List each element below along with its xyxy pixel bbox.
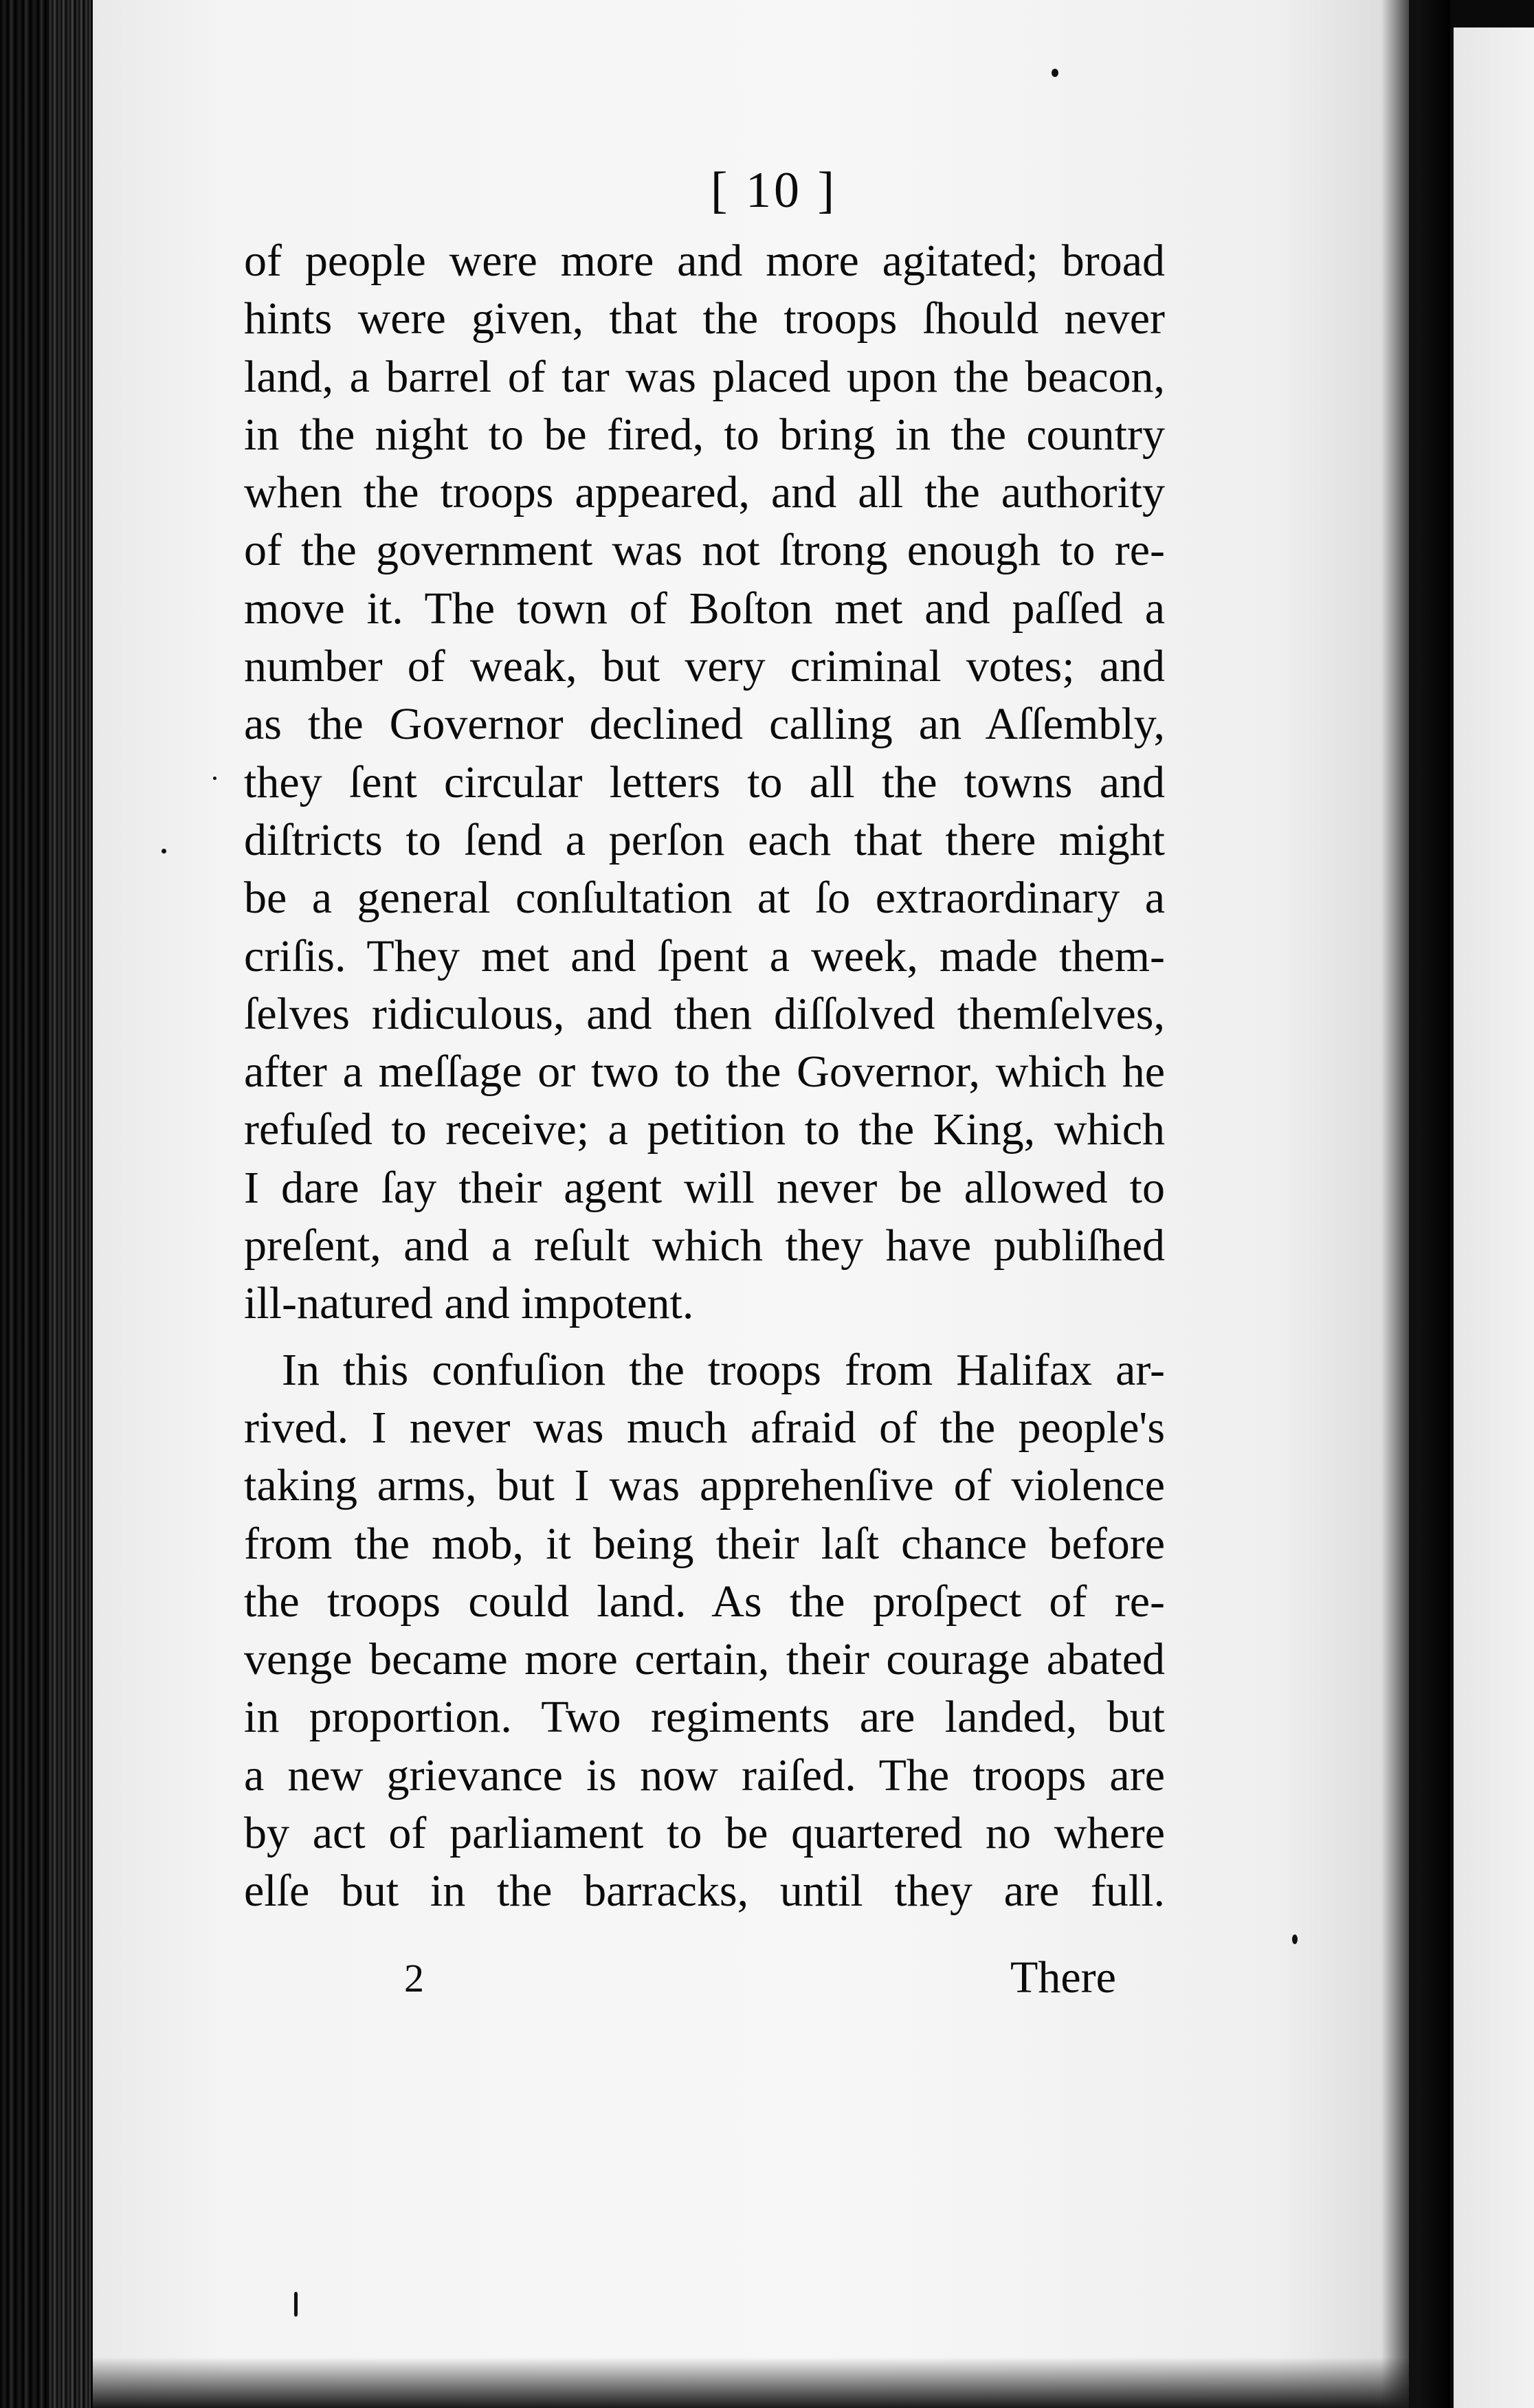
scan-speck [294,2292,298,2317]
text-line: hints were given, that the troops ſhould never [244,293,1165,344]
text-line: when the troops appeared, and all the authority [244,467,1165,518]
text-line: a new grievance is now raiſed. The troops are [244,1750,1165,1801]
text-line: by act of parliament to be quartered no where [244,1808,1165,1859]
text-line: be a general conſultation at ſo extraordinary a [244,873,1165,924]
text-line: elſe but in the barracks, until they are full. [244,1866,1165,1917]
body-text [244,232,1165,1921]
scan-speck [1052,69,1058,77]
scan-speck [1292,1935,1298,1944]
scan-speck [213,777,216,780]
text-line: refuſed to receive; a petition to the King, which [244,1104,1165,1155]
signature-mark: 2 [404,1956,424,2000]
page-number: [ 10 ] [710,162,838,219]
facing-page-sliver [1454,27,1534,2408]
text-line: venge became more certain, their courage abated [244,1634,1165,1685]
text-line: I dare ſay their agent will never be allowed to [244,1162,1165,1213]
text-line: land, a barrel of tar was placed upon the beacon, [244,351,1165,402]
scan-speck [162,849,166,854]
text-line: ill-natured and impotent. [244,1278,694,1329]
text-line: from the mob, it being their laſt chance before [244,1518,1165,1569]
text-line: as the Governor declined calling an Aſſembly, [244,699,1165,750]
paragraph-gap [244,1333,1165,1341]
text-line: taking arms, but I was apprehenſive of violence [244,1460,1165,1511]
text-line: ſelves ridiculous, and then diſſolved themſelves, [244,988,1165,1039]
catchword: There [1010,1952,1116,2003]
text-line: criſis. They met and ſpent a week, made them- [244,930,1165,981]
text-line: of the government was not ſtrong enough to re- [244,525,1165,576]
page-bottom-shadow [93,2357,1409,2408]
text-line: of people were more and more agitated; broad [244,236,1165,286]
text-line: In this confuſion the troops from Halifax ar- [282,1344,1165,1395]
text-line: diſtricts to ſend a perſon each that there might [244,814,1165,865]
text-line: number of weak, but very criminal votes; and [244,641,1165,692]
text-line: rived. I never was much afraid of the people's [244,1402,1165,1453]
text-line: in proportion. Two regiments are landed, but [244,1692,1165,1743]
text-line: in the night to be fired, to bring in the country [244,409,1165,460]
text-line: preſent, and a reſult which they have publiſhed [244,1220,1165,1271]
text-line: the troops could land. As the proſpect of re- [244,1576,1165,1627]
page-fold-shadow [1381,0,1450,2408]
text-line: after a meſſage or two to the Governor, which he [244,1047,1165,1097]
text-line: they ſent circular letters to all the towns and [244,757,1165,807]
page-edges-stack [48,0,91,2408]
text-line: move it. The town of Boſton met and paſſed a [244,583,1165,634]
page-header [0,161,1534,220]
